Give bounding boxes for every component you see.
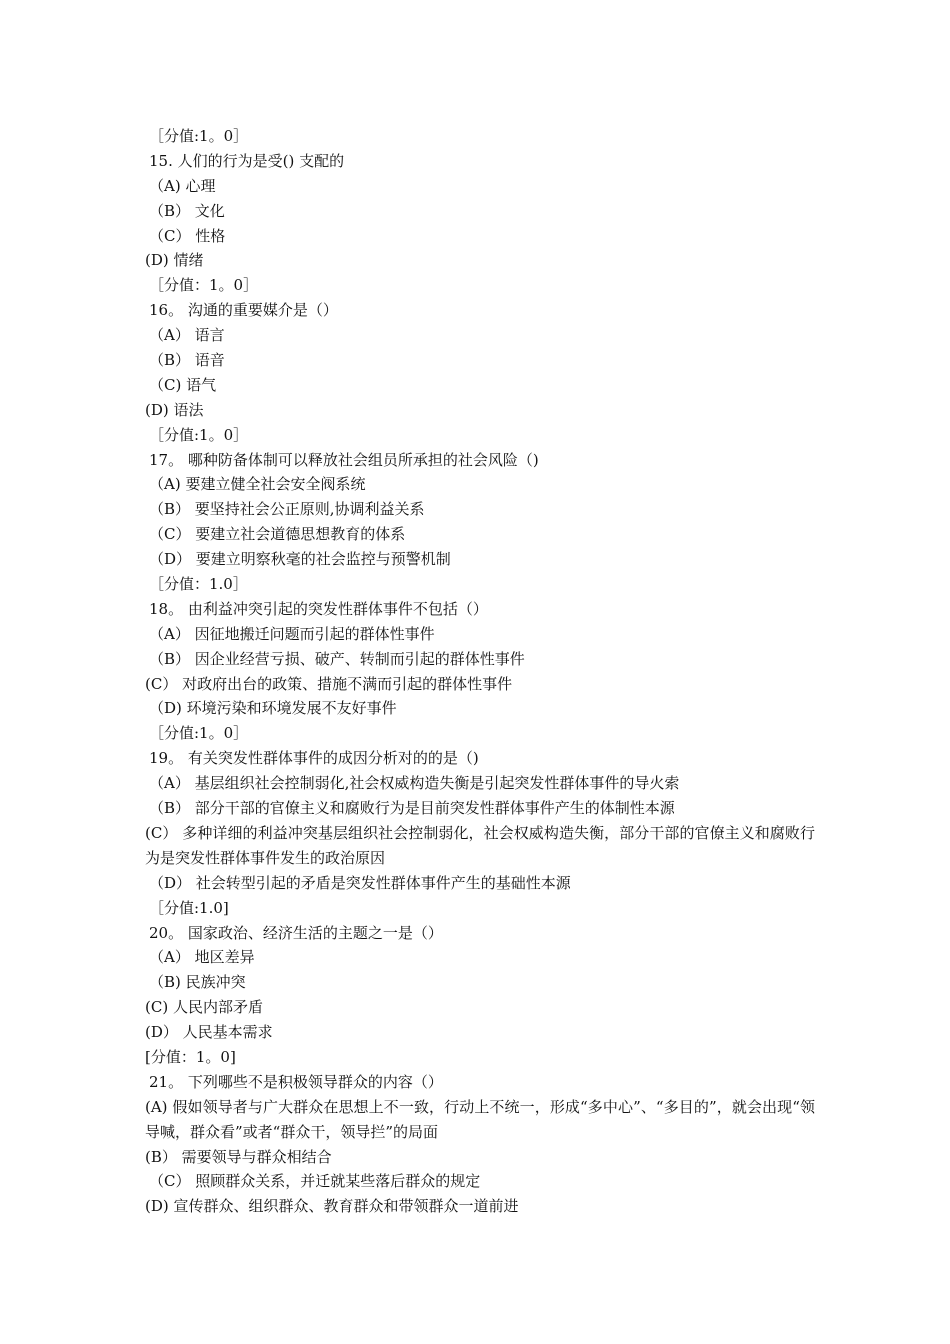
text-line: 20。 国家政治、经济生活的主题之一是（） [149, 923, 443, 942]
text-line: （D） 要建立明察秋毫的社会监控与预警机制 [149, 550, 451, 569]
text-line: (C） 多种详细的利益冲突基层组织社会控制弱化，社会权威构造失衡，部分干部的官僚主义和腐败行为是突发性群体事件发生的政治原因 [145, 823, 815, 867]
text-line: （A） 语言 [149, 326, 225, 345]
question-list [145, 124, 815, 1219]
text-line: （A） 基层组织社会控制弱化,社会权威构造失衡是引起突发性群体事件的导火索 [149, 774, 680, 793]
text-line: （C） 照顾群众关系，并迁就某些落后群众的规定 [149, 1172, 481, 1191]
text-line: (C) 人民内部矛盾 [145, 998, 263, 1017]
text-line: （C） 性格 [149, 226, 226, 245]
text-line: （B） 语音 [149, 351, 225, 370]
text-line: 16。 沟通的重要媒介是（） [149, 301, 338, 320]
text-line: 19。 有关突发性群体事件的成因分析对的的是（) [149, 749, 479, 768]
text-line: （C） 要建立社会道德思想教育的体系 [149, 525, 406, 544]
text-line: （A) 心理 [149, 176, 216, 195]
text-line: ［分值：1。0］ [149, 276, 259, 295]
text-line: (D) 语法 [145, 400, 204, 419]
text-line: （D） 社会转型引起的矛盾是突发性群体事件产生的基础性本源 [149, 873, 571, 892]
text-line: (D） 人民基本需求 [145, 1023, 273, 1042]
text-line: [分值：1。0] [145, 1047, 236, 1066]
text-line: (B） 需要领导与群众相结合 [145, 1147, 332, 1166]
text-line: ［分值:1。0］ [149, 425, 249, 444]
text-line: (D) 情绪 [145, 251, 204, 270]
text-line: 21。 下列哪些不是积极领导群众的内容（） [149, 1072, 443, 1091]
text-line: (A) 假如领导者与广大群众在思想上不一致，行动上不统一，形成“多中心”、“多目的”，就会出现“领导喊，群众看”或者“群众干，领导拦”的局面 [145, 1097, 815, 1141]
text-line: ［分值:1.0] [149, 898, 229, 917]
text-line: ［分值：1.0］ [149, 575, 248, 594]
text-line: （B） 因企业经营亏损、破产、转制而引起的群体性事件 [149, 649, 525, 668]
text-line: 18。 由利益冲突引起的突发性群体事件不包括（） [149, 599, 488, 618]
text-line: （A) 要建立健全社会安全阀系统 [149, 475, 366, 494]
text-line: (C） 对政府出台的政策、措施不满而引起的群体性事件 [145, 674, 513, 693]
text-line: （C) 语气 [149, 375, 217, 394]
text-line: （A） 因征地搬迁问题而引起的群体性事件 [149, 624, 435, 643]
text-line: ［分值:1。0］ [149, 127, 249, 145]
text-line: （B） 文化 [149, 201, 225, 220]
text-line: （A） 地区差异 [149, 948, 255, 967]
text-line: （D) 环境污染和环境发展不友好事件 [149, 699, 397, 718]
text-line: （B） 要坚持社会公正原则,协调利益关系 [149, 500, 425, 519]
text-line: (D) 宣传群众、组织群众、教育群众和带领群众一道前进 [145, 1197, 519, 1216]
text-line: 15. 人们的行为是受() 支配的 [149, 151, 345, 170]
text-line: ［分值:1。0］ [149, 724, 249, 743]
text-line: 17。 哪种防备体制可以释放社会组员所承担的社会风险（) [149, 450, 539, 469]
text-line: （B) 民族冲突 [149, 973, 246, 992]
text-line: （B） 部分干部的官僚主义和腐败行为是目前突发性群体事件产生的体制性本源 [149, 799, 675, 818]
